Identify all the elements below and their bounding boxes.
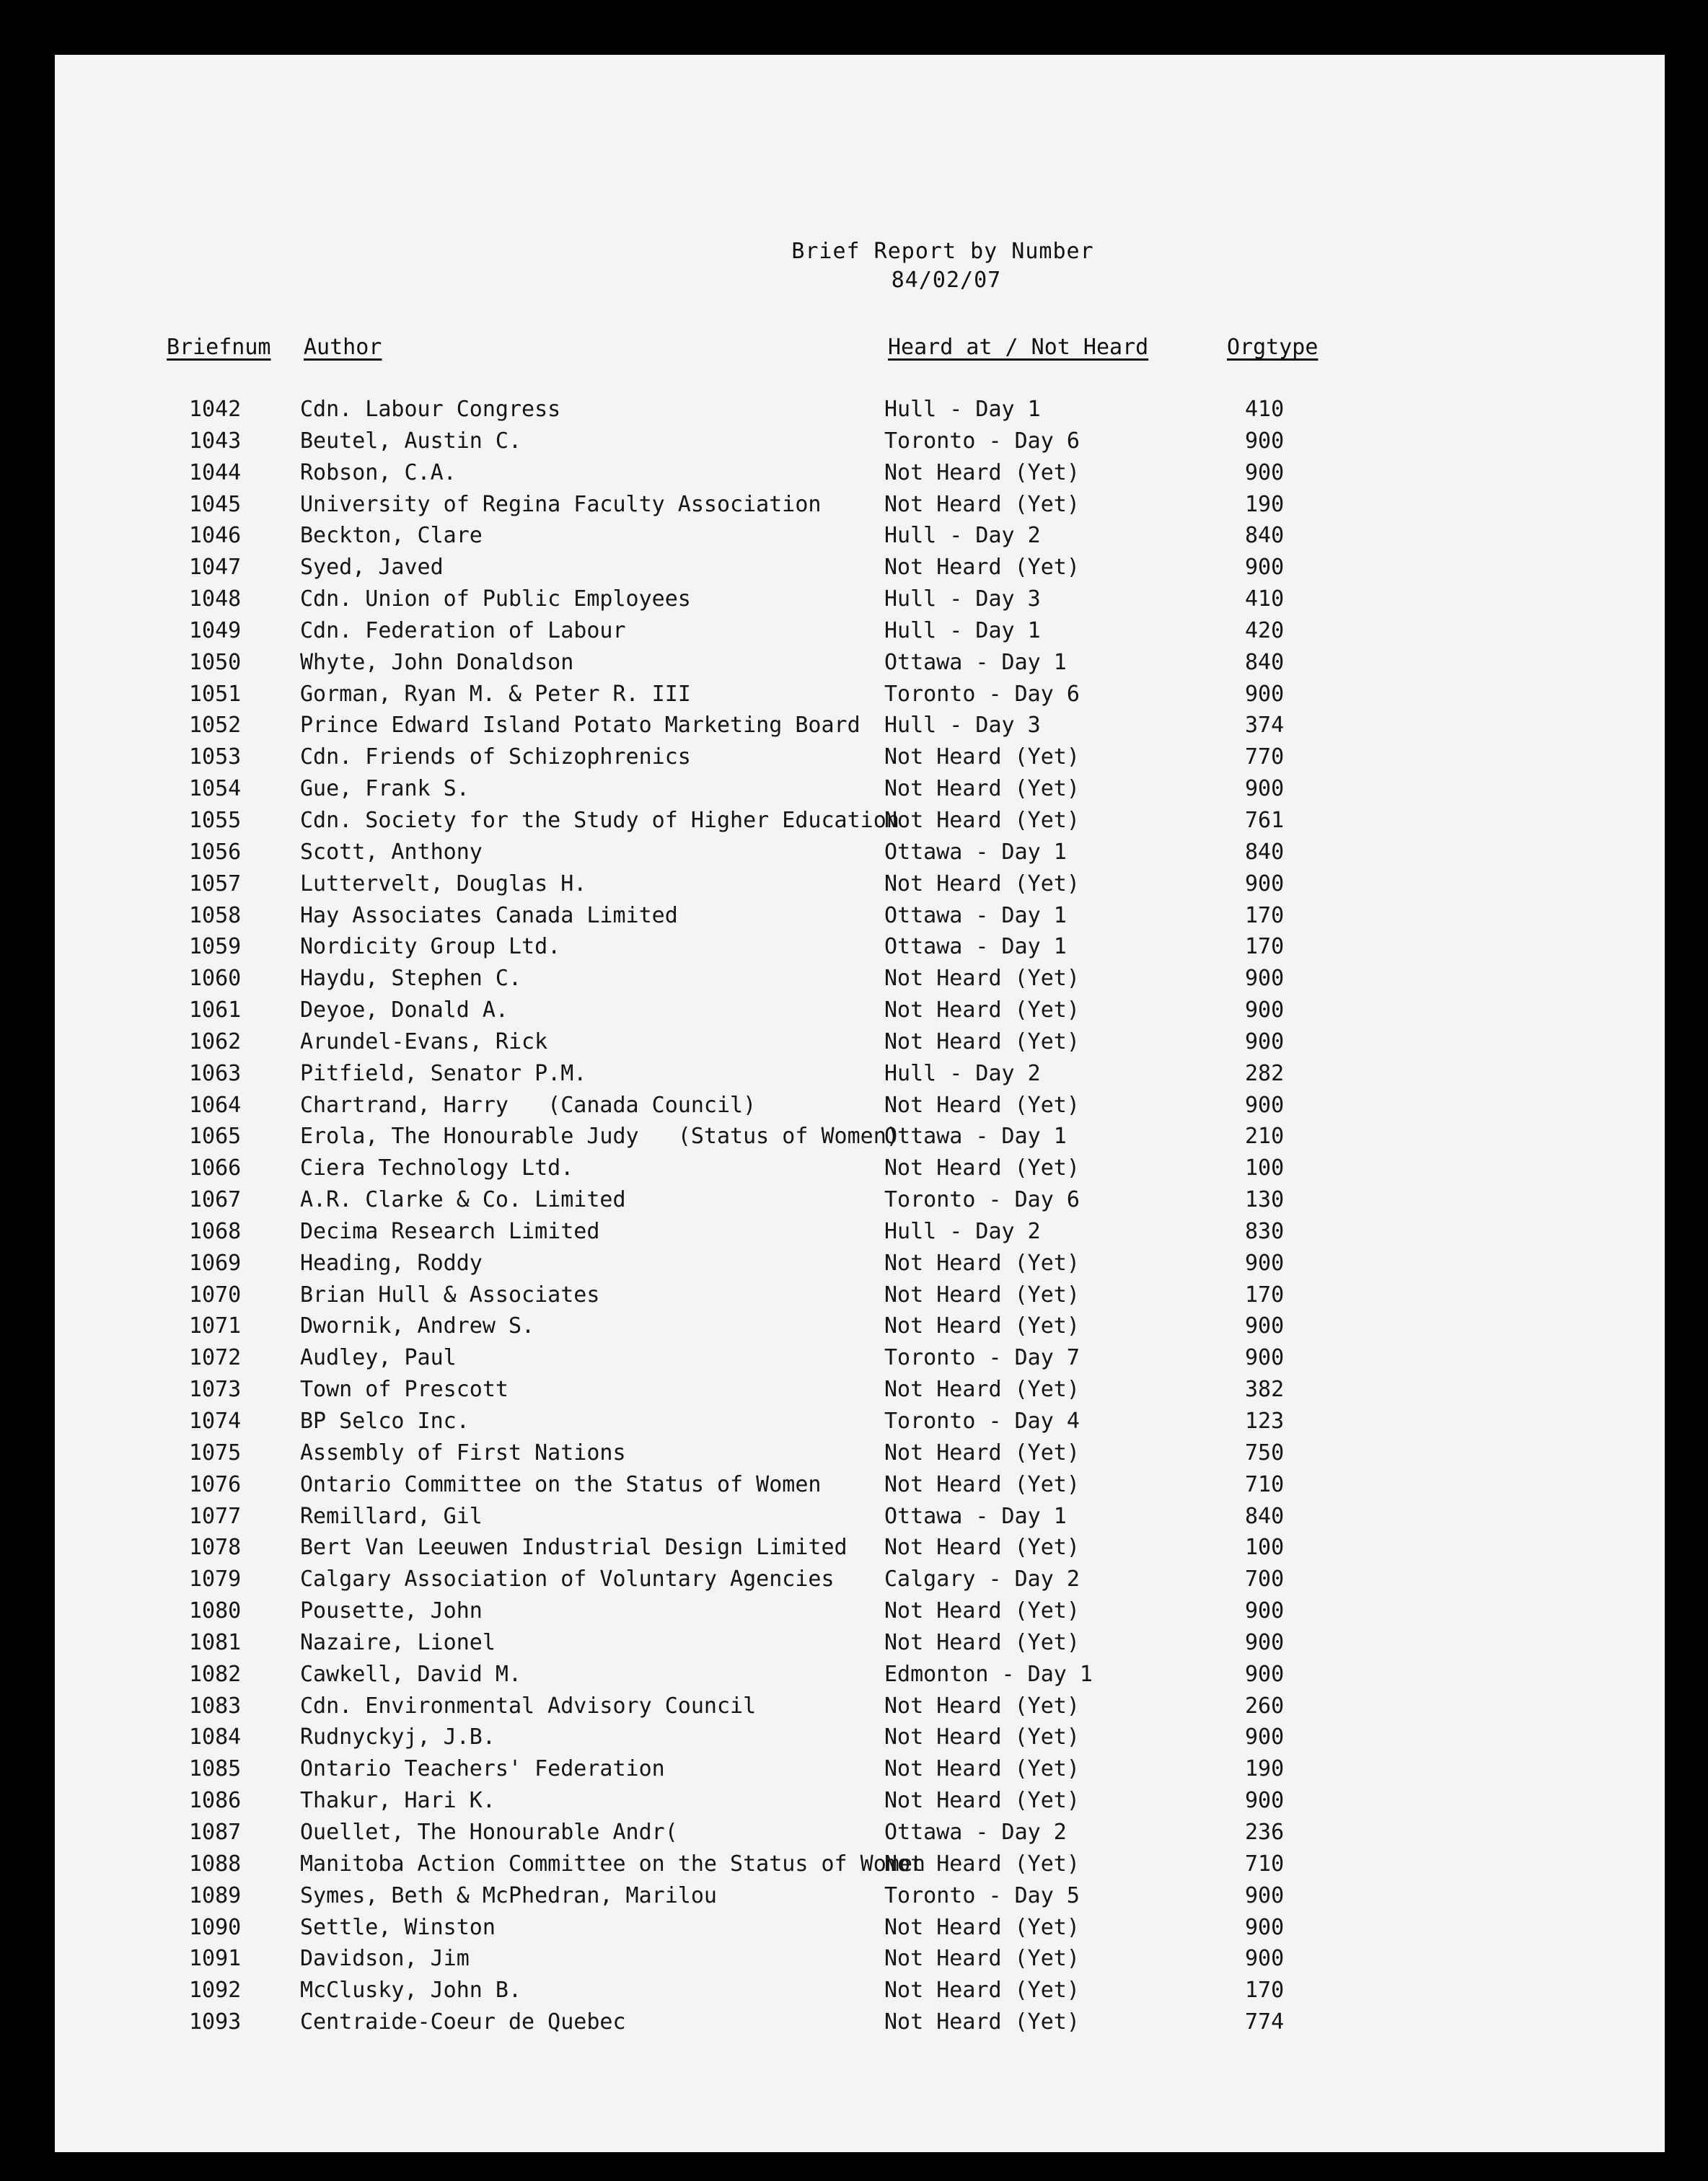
- table-row: [55, 1313, 1665, 1345]
- table-row: [55, 713, 1665, 744]
- table-row: [55, 1567, 1665, 1598]
- orgtype-cell: 900: [1245, 459, 1285, 485]
- table-row: [55, 1693, 1665, 1725]
- report-table-body: [55, 397, 1665, 2041]
- briefnum-cell: 1058: [189, 902, 242, 928]
- orgtype-cell: 900: [1245, 776, 1285, 802]
- heard-cell: Hull - Day 3: [884, 586, 1041, 612]
- author-cell: Nazaire, Lionel: [300, 1629, 496, 1655]
- author-cell: Luttervelt, Douglas H.: [300, 871, 587, 896]
- table-row: [55, 586, 1665, 618]
- orgtype-cell: 840: [1245, 1503, 1285, 1529]
- briefnum-cell: 1063: [189, 1060, 242, 1086]
- author-cell: Cawkell, David M.: [300, 1661, 522, 1687]
- orgtype-cell: 900: [1245, 966, 1285, 992]
- author-cell: Assembly of First Nations: [300, 1440, 626, 1466]
- heard-cell: Ottawa - Day 2: [884, 1819, 1067, 1845]
- table-row: [55, 1978, 1665, 2009]
- author-cell: Cdn. Environmental Advisory Council: [300, 1693, 757, 1719]
- heard-cell: Hull - Day 1: [884, 617, 1041, 643]
- author-cell: Beckton, Clare: [300, 523, 483, 549]
- orgtype-cell: 170: [1245, 934, 1285, 960]
- table-row: [55, 1093, 1665, 1124]
- heard-cell: Ottawa - Day 1: [884, 934, 1067, 960]
- orgtype-cell: 900: [1245, 1661, 1285, 1687]
- heard-cell: Edmonton - Day 1: [884, 1661, 1093, 1687]
- table-row: [55, 1155, 1665, 1187]
- heard-cell: Not Heard (Yet): [884, 491, 1080, 517]
- briefnum-cell: 1086: [189, 1788, 242, 1814]
- briefnum-cell: 1078: [189, 1535, 242, 1561]
- briefnum-cell: 1070: [189, 1282, 242, 1308]
- briefnum-cell: 1087: [189, 1819, 242, 1845]
- orgtype-cell: 410: [1245, 586, 1285, 612]
- author-cell: Ontario Teachers' Federation: [300, 1756, 665, 1782]
- briefnum-cell: 1049: [189, 617, 242, 643]
- author-cell: Deyoe, Donald A.: [300, 997, 509, 1023]
- author-cell: Pitfield, Senator P.M.: [300, 1060, 587, 1086]
- heard-cell: Calgary - Day 2: [884, 1567, 1080, 1592]
- briefnum-cell: 1088: [189, 1851, 242, 1877]
- column-header-briefnum: Briefnum: [167, 335, 271, 360]
- column-header-heard: Heard at / Not Heard: [888, 335, 1149, 360]
- column-header-orgtype: Orgtype: [1227, 335, 1319, 360]
- briefnum-cell: 1069: [189, 1250, 242, 1276]
- author-cell: University of Regina Faculty Association: [300, 491, 822, 517]
- briefnum-cell: 1074: [189, 1409, 242, 1434]
- briefnum-cell: 1050: [189, 649, 242, 675]
- briefnum-cell: 1072: [189, 1345, 242, 1371]
- orgtype-cell: 374: [1245, 713, 1285, 739]
- table-row: [55, 492, 1665, 524]
- author-cell: Arundel-Evans, Rick: [300, 1028, 548, 1054]
- orgtype-cell: 410: [1245, 397, 1285, 422]
- author-cell: Remillard, Gil: [300, 1503, 483, 1529]
- briefnum-cell: 1079: [189, 1567, 242, 1592]
- table-row: [55, 1124, 1665, 1155]
- orgtype-cell: 170: [1245, 902, 1285, 928]
- report-page: [55, 55, 1665, 2152]
- author-cell: Ouellet, The Honourable Andr(: [300, 1819, 678, 1845]
- table-row: [55, 397, 1665, 428]
- author-cell: Rudnyckyj, J.B.: [300, 1724, 496, 1750]
- heard-cell: Not Heard (Yet): [884, 966, 1080, 992]
- briefnum-cell: 1092: [189, 1978, 242, 2004]
- orgtype-cell: 130: [1245, 1187, 1285, 1213]
- orgtype-cell: 900: [1245, 1882, 1285, 1908]
- orgtype-cell: 100: [1245, 1535, 1285, 1561]
- table-row: [55, 934, 1665, 966]
- heard-cell: Toronto - Day 5: [884, 1882, 1080, 1908]
- author-cell: Town of Prescott: [300, 1377, 509, 1403]
- table-row: [55, 808, 1665, 840]
- table-row: [55, 840, 1665, 871]
- author-cell: Bert Van Leeuwen Industrial Design Limited: [300, 1535, 848, 1561]
- table-row: [55, 1946, 1665, 1978]
- table-row: [55, 1345, 1665, 1377]
- orgtype-cell: 900: [1245, 428, 1285, 454]
- orgtype-cell: 710: [1245, 1851, 1285, 1877]
- heard-cell: Not Heard (Yet): [884, 459, 1080, 485]
- heard-cell: Not Heard (Yet): [884, 807, 1080, 833]
- orgtype-cell: 170: [1245, 1282, 1285, 1308]
- orgtype-cell: 900: [1245, 555, 1285, 581]
- author-cell: Calgary Association of Voluntary Agencies: [300, 1567, 835, 1592]
- table-row: [55, 1883, 1665, 1915]
- table-row: [55, 428, 1665, 460]
- briefnum-cell: 1043: [189, 428, 242, 454]
- heard-cell: Not Heard (Yet): [884, 1946, 1080, 1972]
- author-cell: Cdn. Labour Congress: [300, 397, 561, 422]
- heard-cell: Ottawa - Day 1: [884, 902, 1067, 928]
- table-row: [55, 1472, 1665, 1504]
- briefnum-cell: 1060: [189, 966, 242, 992]
- author-cell: Thakur, Hari K.: [300, 1788, 496, 1814]
- author-cell: Cdn. Federation of Labour: [300, 617, 626, 643]
- heard-cell: Toronto - Day 6: [884, 428, 1080, 454]
- orgtype-cell: 774: [1245, 2009, 1285, 2035]
- heard-cell: Toronto - Day 7: [884, 1345, 1080, 1371]
- author-cell: Centraide-Coeur de Quebec: [300, 2009, 626, 2035]
- author-cell: Symes, Beth & McPhedran, Marilou: [300, 1882, 717, 1908]
- table-row: [55, 997, 1665, 1029]
- briefnum-cell: 1044: [189, 459, 242, 485]
- heard-cell: Not Heard (Yet): [884, 1851, 1080, 1877]
- orgtype-cell: 190: [1245, 1756, 1285, 1782]
- briefnum-cell: 1083: [189, 1693, 242, 1719]
- briefnum-cell: 1084: [189, 1724, 242, 1750]
- heard-cell: Not Heard (Yet): [884, 871, 1080, 896]
- heard-cell: Not Heard (Yet): [884, 1756, 1080, 1782]
- table-row: [55, 1851, 1665, 1883]
- author-cell: Cdn. Friends of Schizophrenics: [300, 744, 691, 770]
- orgtype-cell: 770: [1245, 744, 1285, 770]
- author-cell: Gue, Frank S.: [300, 776, 470, 802]
- heard-cell: Not Heard (Yet): [884, 1629, 1080, 1655]
- table-row: [55, 1820, 1665, 1851]
- briefnum-cell: 1053: [189, 744, 242, 770]
- table-row: [55, 1630, 1665, 1662]
- orgtype-cell: 282: [1245, 1060, 1285, 1086]
- heard-cell: Ottawa - Day 1: [884, 649, 1067, 675]
- orgtype-cell: 900: [1245, 1788, 1285, 1814]
- orgtype-cell: 900: [1245, 1250, 1285, 1276]
- orgtype-cell: 900: [1245, 1914, 1285, 1940]
- orgtype-cell: 900: [1245, 1345, 1285, 1371]
- briefnum-cell: 1068: [189, 1218, 242, 1244]
- orgtype-cell: 382: [1245, 1377, 1285, 1403]
- orgtype-cell: 236: [1245, 1819, 1285, 1845]
- author-cell: Decima Research Limited: [300, 1218, 600, 1244]
- table-row: [55, 1251, 1665, 1282]
- briefnum-cell: 1076: [189, 1471, 242, 1497]
- orgtype-cell: 170: [1245, 1978, 1285, 2004]
- table-row: [55, 1788, 1665, 1820]
- table-row: [55, 1187, 1665, 1219]
- orgtype-cell: 900: [1245, 997, 1285, 1023]
- column-header-author: Author: [304, 335, 382, 360]
- orgtype-cell: 123: [1245, 1409, 1285, 1434]
- briefnum-cell: 1055: [189, 807, 242, 833]
- table-row: [55, 1061, 1665, 1093]
- table-row: [55, 1535, 1665, 1567]
- heard-cell: Toronto - Day 6: [884, 681, 1080, 707]
- author-cell: Dwornik, Andrew S.: [300, 1313, 535, 1339]
- briefnum-cell: 1075: [189, 1440, 242, 1466]
- briefnum-cell: 1048: [189, 586, 242, 612]
- author-cell: Syed, Javed: [300, 555, 444, 581]
- heard-cell: Not Heard (Yet): [884, 776, 1080, 802]
- heard-cell: Not Heard (Yet): [884, 1693, 1080, 1719]
- orgtype-cell: 900: [1245, 1092, 1285, 1118]
- orgtype-cell: 210: [1245, 1124, 1285, 1150]
- author-cell: Davidson, Jim: [300, 1946, 470, 1972]
- orgtype-cell: 750: [1245, 1440, 1285, 1466]
- heard-cell: Not Heard (Yet): [884, 1535, 1080, 1561]
- table-row: [55, 650, 1665, 682]
- heard-cell: Hull - Day 2: [884, 1218, 1041, 1244]
- briefnum-cell: 1080: [189, 1598, 242, 1624]
- briefnum-cell: 1067: [189, 1187, 242, 1213]
- orgtype-cell: 900: [1245, 1724, 1285, 1750]
- briefnum-cell: 1093: [189, 2009, 242, 2035]
- orgtype-cell: 100: [1245, 1155, 1285, 1181]
- author-cell: Pousette, John: [300, 1598, 483, 1624]
- briefnum-cell: 1091: [189, 1946, 242, 1972]
- orgtype-cell: 840: [1245, 649, 1285, 675]
- author-cell: Robson, C.A.: [300, 459, 457, 485]
- heard-cell: Hull - Day 1: [884, 397, 1041, 422]
- orgtype-cell: 900: [1245, 871, 1285, 896]
- heard-cell: Not Heard (Yet): [884, 1978, 1080, 2004]
- table-row: [55, 744, 1665, 776]
- heard-cell: Not Heard (Yet): [884, 1313, 1080, 1339]
- orgtype-cell: 761: [1245, 807, 1285, 833]
- briefnum-cell: 1051: [189, 681, 242, 707]
- author-cell: Prince Edward Island Potato Marketing Board: [300, 713, 860, 739]
- briefnum-cell: 1081: [189, 1629, 242, 1655]
- briefnum-cell: 1046: [189, 523, 242, 549]
- author-cell: McClusky, John B.: [300, 1978, 522, 2004]
- heard-cell: Not Heard (Yet): [884, 1155, 1080, 1181]
- briefnum-cell: 1065: [189, 1124, 242, 1150]
- briefnum-cell: 1071: [189, 1313, 242, 1339]
- briefnum-cell: 1090: [189, 1914, 242, 1940]
- author-cell: Chartrand, Harry (Canada Council): [300, 1092, 757, 1118]
- heard-cell: Hull - Day 2: [884, 1060, 1041, 1086]
- orgtype-cell: 190: [1245, 491, 1285, 517]
- heard-cell: Not Heard (Yet): [884, 1282, 1080, 1308]
- heard-cell: Toronto - Day 6: [884, 1187, 1080, 1213]
- author-cell: Ontario Committee on the Status of Women: [300, 1471, 822, 1497]
- heard-cell: Toronto - Day 4: [884, 1409, 1080, 1434]
- briefnum-cell: 1056: [189, 839, 242, 865]
- heard-cell: Not Heard (Yet): [884, 1471, 1080, 1497]
- table-row: [55, 1029, 1665, 1061]
- author-cell: Beutel, Austin C.: [300, 428, 522, 454]
- author-cell: Hay Associates Canada Limited: [300, 902, 678, 928]
- orgtype-cell: 840: [1245, 839, 1285, 865]
- table-row: [55, 776, 1665, 808]
- author-cell: Brian Hull & Associates: [300, 1282, 600, 1308]
- briefnum-cell: 1085: [189, 1756, 242, 1782]
- author-cell: Settle, Winston: [300, 1914, 496, 1940]
- orgtype-cell: 420: [1245, 617, 1285, 643]
- author-cell: Audley, Paul: [300, 1345, 457, 1371]
- heard-cell: Not Heard (Yet): [884, 555, 1080, 581]
- briefnum-cell: 1077: [189, 1503, 242, 1529]
- briefnum-cell: 1082: [189, 1661, 242, 1687]
- heard-cell: Not Heard (Yet): [884, 997, 1080, 1023]
- table-row: [55, 1915, 1665, 1947]
- table-row: [55, 1440, 1665, 1472]
- heard-cell: Not Heard (Yet): [884, 1028, 1080, 1054]
- heard-cell: Not Heard (Yet): [884, 1092, 1080, 1118]
- orgtype-cell: 260: [1245, 1693, 1285, 1719]
- table-row: [55, 618, 1665, 650]
- heard-cell: Ottawa - Day 1: [884, 839, 1067, 865]
- briefnum-cell: 1059: [189, 934, 242, 960]
- briefnum-cell: 1073: [189, 1377, 242, 1403]
- briefnum-cell: 1089: [189, 1882, 242, 1908]
- heard-cell: Not Heard (Yet): [884, 1598, 1080, 1624]
- author-cell: BP Selco Inc.: [300, 1409, 470, 1434]
- table-row: [55, 1598, 1665, 1630]
- table-row: [55, 1282, 1665, 1314]
- orgtype-cell: 900: [1245, 1028, 1285, 1054]
- author-cell: Haydu, Stephen C.: [300, 966, 522, 992]
- heard-cell: Ottawa - Day 1: [884, 1503, 1067, 1529]
- briefnum-cell: 1066: [189, 1155, 242, 1181]
- heard-cell: Not Heard (Yet): [884, 2009, 1080, 2035]
- table-row: [55, 2009, 1665, 2041]
- heard-cell: Ottawa - Day 1: [884, 1124, 1067, 1150]
- table-row: [55, 903, 1665, 935]
- briefnum-cell: 1047: [189, 555, 242, 581]
- briefnum-cell: 1057: [189, 871, 242, 896]
- author-cell: Scott, Anthony: [300, 839, 483, 865]
- briefnum-cell: 1061: [189, 997, 242, 1023]
- heard-cell: Not Heard (Yet): [884, 1377, 1080, 1403]
- author-cell: A.R. Clarke & Co. Limited: [300, 1187, 626, 1213]
- briefnum-cell: 1062: [189, 1028, 242, 1054]
- table-row: [55, 1756, 1665, 1788]
- briefnum-cell: 1045: [189, 491, 242, 517]
- table-row: [55, 1724, 1665, 1756]
- orgtype-cell: 830: [1245, 1218, 1285, 1244]
- orgtype-cell: 710: [1245, 1471, 1285, 1497]
- orgtype-cell: 900: [1245, 1598, 1285, 1624]
- orgtype-cell: 840: [1245, 523, 1285, 549]
- table-row: [55, 682, 1665, 713]
- heard-cell: Not Heard (Yet): [884, 1724, 1080, 1750]
- table-row: [55, 1377, 1665, 1409]
- table-row: [55, 523, 1665, 555]
- heard-cell: Hull - Day 2: [884, 523, 1041, 549]
- table-row: [55, 871, 1665, 903]
- report-date: 84/02/07: [891, 268, 1002, 293]
- author-cell: Erola, The Honourable Judy (Status of Women): [300, 1124, 899, 1150]
- orgtype-cell: 700: [1245, 1567, 1285, 1592]
- table-row: [55, 1662, 1665, 1693]
- orgtype-cell: 900: [1245, 1629, 1285, 1655]
- heard-cell: Not Heard (Yet): [884, 1788, 1080, 1814]
- briefnum-cell: 1042: [189, 397, 242, 422]
- table-row: [55, 555, 1665, 586]
- briefnum-cell: 1064: [189, 1092, 242, 1118]
- briefnum-cell: 1052: [189, 713, 242, 739]
- author-cell: Manitoba Action Committee on the Status of Women: [300, 1851, 925, 1877]
- heard-cell: Not Heard (Yet): [884, 744, 1080, 770]
- author-cell: Cdn. Society for the Study of Higher Education: [300, 807, 899, 833]
- heard-cell: Not Heard (Yet): [884, 1440, 1080, 1466]
- table-row: [55, 1409, 1665, 1440]
- table-row: [55, 1219, 1665, 1251]
- heard-cell: Not Heard (Yet): [884, 1250, 1080, 1276]
- orgtype-cell: 900: [1245, 1946, 1285, 1972]
- author-cell: Cdn. Union of Public Employees: [300, 586, 691, 612]
- author-cell: Heading, Roddy: [300, 1250, 483, 1276]
- table-row: [55, 966, 1665, 997]
- author-cell: Whyte, John Donaldson: [300, 649, 574, 675]
- orgtype-cell: 900: [1245, 681, 1285, 707]
- author-cell: Nordicity Group Ltd.: [300, 934, 561, 960]
- table-row: [55, 1504, 1665, 1535]
- orgtype-cell: 900: [1245, 1313, 1285, 1339]
- author-cell: Gorman, Ryan M. & Peter R. III: [300, 681, 691, 707]
- heard-cell: Hull - Day 3: [884, 713, 1041, 739]
- briefnum-cell: 1054: [189, 776, 242, 802]
- author-cell: Ciera Technology Ltd.: [300, 1155, 574, 1181]
- table-row: [55, 460, 1665, 492]
- heard-cell: Not Heard (Yet): [884, 1914, 1080, 1940]
- report-title: Brief Report by Number: [791, 239, 1094, 264]
